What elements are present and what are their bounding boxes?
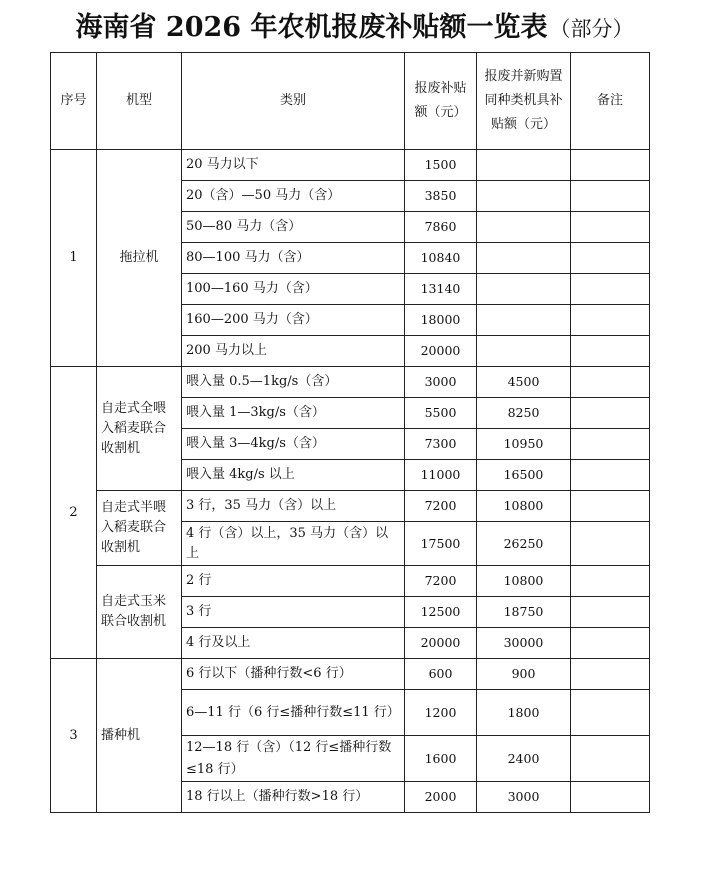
remarks-cell: [571, 274, 650, 305]
scrap-subsidy-cell: 20000: [405, 336, 477, 367]
remarks-cell: [571, 398, 650, 429]
category-cell: 18 行以上（播种行数>18 行）: [182, 782, 405, 813]
remarks-cell: [571, 212, 650, 243]
category-cell: 20（含）—50 马力（含）: [182, 181, 405, 212]
scrap-new-subsidy-cell: [477, 243, 571, 274]
scrap-subsidy-cell: 18000: [405, 305, 477, 336]
table-row: [51, 659, 650, 690]
remarks-cell: [571, 429, 650, 460]
category-cell: 200 马力以上: [182, 336, 405, 367]
category-cell: 100—160 马力（含）: [182, 274, 405, 305]
scrap-subsidy-cell: 10840: [405, 243, 477, 274]
category-cell: 6 行以下（播种行数<6 行）: [182, 659, 405, 690]
remarks-cell: [571, 659, 650, 690]
scrap-new-subsidy-cell: [477, 212, 571, 243]
scrap-new-subsidy-cell: [477, 150, 571, 181]
seq-cell: 2: [51, 367, 97, 659]
scrap-new-subsidy-cell: 2400: [477, 736, 571, 782]
scrap-new-subsidy-cell: [477, 274, 571, 305]
scrap-subsidy-cell: 7860: [405, 212, 477, 243]
category-cell: 2 行: [182, 566, 405, 597]
table-row: [51, 566, 650, 597]
category-cell: 12—18 行（含）（12 行≤播种行数≤18 行）: [182, 736, 405, 782]
scrap-subsidy-cell: 7200: [405, 491, 477, 522]
scrap-new-subsidy-cell: 900: [477, 659, 571, 690]
scrap-new-subsidy-cell: [477, 336, 571, 367]
scrap-new-subsidy-cell: 8250: [477, 398, 571, 429]
header-remarks: 备注: [571, 53, 650, 150]
remarks-cell: [571, 522, 650, 566]
scrap-subsidy-cell: 20000: [405, 628, 477, 659]
category-cell: 50—80 马力（含）: [182, 212, 405, 243]
remarks-cell: [571, 367, 650, 398]
scrap-subsidy-cell: 1200: [405, 690, 477, 736]
category-cell: 喂入量 0.5—1kg/s（含）: [182, 367, 405, 398]
scrap-new-subsidy-cell: [477, 305, 571, 336]
subsidy-table: [50, 52, 650, 813]
seq-cell: 3: [51, 659, 97, 813]
scrap-subsidy-cell: 1600: [405, 736, 477, 782]
scrap-subsidy-cell: 12500: [405, 597, 477, 628]
title-sub: （部分）: [549, 17, 634, 41]
remarks-cell: [571, 690, 650, 736]
category-cell: 20 马力以下: [182, 150, 405, 181]
scrap-new-subsidy-cell: 10950: [477, 429, 571, 460]
table-row: [51, 150, 650, 181]
category-cell: 6—11 行（6 行≤播种行数≤11 行）: [182, 690, 405, 736]
scrap-new-subsidy-cell: 16500: [477, 460, 571, 491]
scrap-subsidy-cell: 2000: [405, 782, 477, 813]
category-cell: 喂入量 1—3kg/s（含）: [182, 398, 405, 429]
category-cell: 160—200 马力（含）: [182, 305, 405, 336]
remarks-cell: [571, 243, 650, 274]
header-scrap-new-subsidy: 报废并新购置同种类机具补贴额（元）: [477, 53, 571, 150]
scrap-subsidy-cell: 7200: [405, 566, 477, 597]
model-cell: 播种机: [97, 659, 182, 813]
header-seq: 序号: [51, 53, 97, 150]
scrap-new-subsidy-cell: 4500: [477, 367, 571, 398]
page-title: [0, 6, 709, 50]
remarks-cell: [571, 597, 650, 628]
model-cell: 自走式全喂入稻麦联合收割机: [97, 367, 182, 491]
table-row: [51, 491, 650, 522]
scrap-new-subsidy-cell: 10800: [477, 491, 571, 522]
scrap-subsidy-cell: 13140: [405, 274, 477, 305]
scrap-subsidy-cell: 3850: [405, 181, 477, 212]
remarks-cell: [571, 736, 650, 782]
category-cell: 4 行及以上: [182, 628, 405, 659]
header-category: 类别: [182, 53, 405, 150]
remarks-cell: [571, 181, 650, 212]
scrap-subsidy-cell: 1500: [405, 150, 477, 181]
scrap-new-subsidy-cell: 18750: [477, 597, 571, 628]
scrap-new-subsidy-cell: [477, 181, 571, 212]
remarks-cell: [571, 628, 650, 659]
title-main: 海南省 2026 年农机报废补贴额一览表: [75, 12, 548, 43]
model-cell: 自走式半喂入稻麦联合收割机: [97, 491, 182, 566]
scrap-subsidy-cell: 3000: [405, 367, 477, 398]
scrap-subsidy-cell: 17500: [405, 522, 477, 566]
table-row: [51, 367, 650, 398]
scrap-subsidy-cell: 600: [405, 659, 477, 690]
header-model: 机型: [97, 53, 182, 150]
model-cell: 拖拉机: [97, 150, 182, 367]
header-scrap-subsidy: 报废补贴额（元）: [405, 53, 477, 150]
scrap-new-subsidy-cell: 26250: [477, 522, 571, 566]
model-cell: 自走式玉米联合收割机: [97, 566, 182, 659]
remarks-cell: [571, 460, 650, 491]
category-cell: 3 行: [182, 597, 405, 628]
scrap-new-subsidy-cell: 3000: [477, 782, 571, 813]
category-cell: 3 行，35 马力（含）以上: [182, 491, 405, 522]
remarks-cell: [571, 491, 650, 522]
category-cell: 喂入量 4kg/s 以上: [182, 460, 405, 491]
table-header-row: [51, 53, 650, 150]
remarks-cell: [571, 336, 650, 367]
scrap-new-subsidy-cell: 30000: [477, 628, 571, 659]
scrap-subsidy-cell: 7300: [405, 429, 477, 460]
category-cell: 80—100 马力（含）: [182, 243, 405, 274]
remarks-cell: [571, 305, 650, 336]
scrap-subsidy-cell: 5500: [405, 398, 477, 429]
category-cell: 喂入量 3—4kg/s（含）: [182, 429, 405, 460]
scrap-new-subsidy-cell: 1800: [477, 690, 571, 736]
remarks-cell: [571, 566, 650, 597]
remarks-cell: [571, 782, 650, 813]
seq-cell: 1: [51, 150, 97, 367]
remarks-cell: [571, 150, 650, 181]
scrap-new-subsidy-cell: 10800: [477, 566, 571, 597]
scrap-subsidy-cell: 11000: [405, 460, 477, 491]
category-cell: 4 行（含）以上，35 马力（含）以上: [182, 522, 405, 566]
